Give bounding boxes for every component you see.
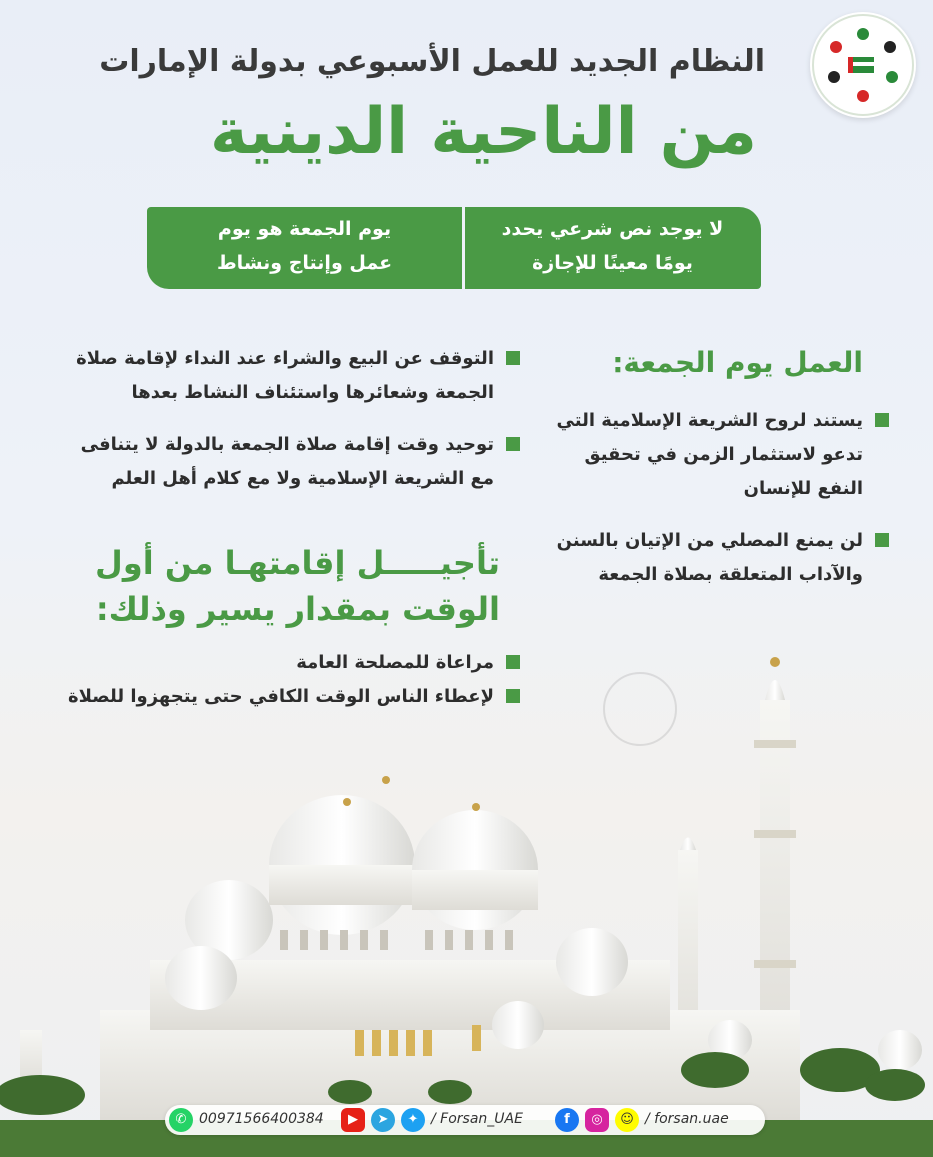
page-title: من الناحية الدينية	[210, 95, 757, 169]
facebook-icon[interactable]: f	[555, 1108, 579, 1132]
telegram-icon[interactable]: ➤	[371, 1108, 395, 1132]
instagram-icon[interactable]: ◎	[585, 1108, 609, 1132]
bullet-square	[875, 533, 889, 547]
bar-right-line2: يومًا معينًا للإجازة	[532, 252, 693, 274]
logo-icon	[810, 12, 916, 118]
bar-left-line1: يوم الجمعة هو يوم	[217, 218, 392, 240]
whatsapp-icon[interactable]: ✆	[169, 1108, 193, 1132]
list-item-text: توحيد وقت إقامة صلاة الجمعة بالدولة لا يتنافى مع الشريعة الإسلامية ولا مع كلام أهل العلم	[80, 434, 494, 489]
delay-heading-line1: تأجيـــــل إقامتهـا من أول	[95, 544, 500, 582]
friday-list	[539, 404, 889, 592]
handle-forsan-uae[interactable]: / Forsan_UAE	[431, 1111, 523, 1127]
list-item	[58, 342, 520, 410]
phone-number[interactable]: 00971566400384	[199, 1111, 324, 1127]
list-item	[539, 404, 889, 506]
bar-divider	[462, 207, 465, 289]
delay-heading-line2: الوقت بمقدار يسير وذلك:	[95, 590, 500, 628]
bullet-square	[506, 437, 520, 451]
page-subtitle: النظام الجديد للعمل الأسبوعي بدولة الإمارات	[99, 44, 765, 79]
list-item	[58, 428, 520, 496]
stop-list	[58, 342, 520, 496]
bar-right-text	[470, 212, 755, 280]
bar-left-line2: عمل وإنتاج ونشاط	[216, 252, 393, 274]
bar-right-line1: لا يوجد نص شرعي يحدد	[501, 218, 724, 240]
bullet-square	[506, 351, 520, 365]
delay-heading	[95, 540, 500, 632]
list-item-text: التوقف عن البيع والشراء عند النداء لإقامة صلاة الجمعة وشعائرها واستئناف النشاط بعدها	[76, 348, 494, 403]
contact-bar	[165, 1105, 765, 1135]
snapchat-icon[interactable]: ☺	[615, 1108, 639, 1132]
handle-forsan-dot-uae[interactable]: / forsan.uae	[645, 1111, 729, 1127]
twitter-icon[interactable]: ✦	[401, 1108, 425, 1132]
youtube-icon[interactable]: ▶	[341, 1108, 365, 1132]
friday-heading: العمل يوم الجمعة:	[612, 346, 863, 379]
list-item-text: مراعاة للمصلحة العامة	[296, 652, 494, 673]
list-item-text: يستند لروح الشريعة الإسلامية التي تدعو لاستثمار الزمن في تحقيق النفع للإنسان	[556, 410, 863, 499]
bar-left-text	[152, 212, 457, 280]
bullet-square	[875, 413, 889, 427]
list-item-text: لإعطاء الناس الوقت الكافي حتى يتجهزوا للصلاة	[67, 686, 494, 707]
mosque-illustration	[0, 630, 933, 1157]
list-item	[539, 524, 889, 592]
list-item-text: لن يمنع المصلي من الإتيان بالسنن والآداب المتعلقة بصلاة الجمعة	[556, 530, 863, 585]
